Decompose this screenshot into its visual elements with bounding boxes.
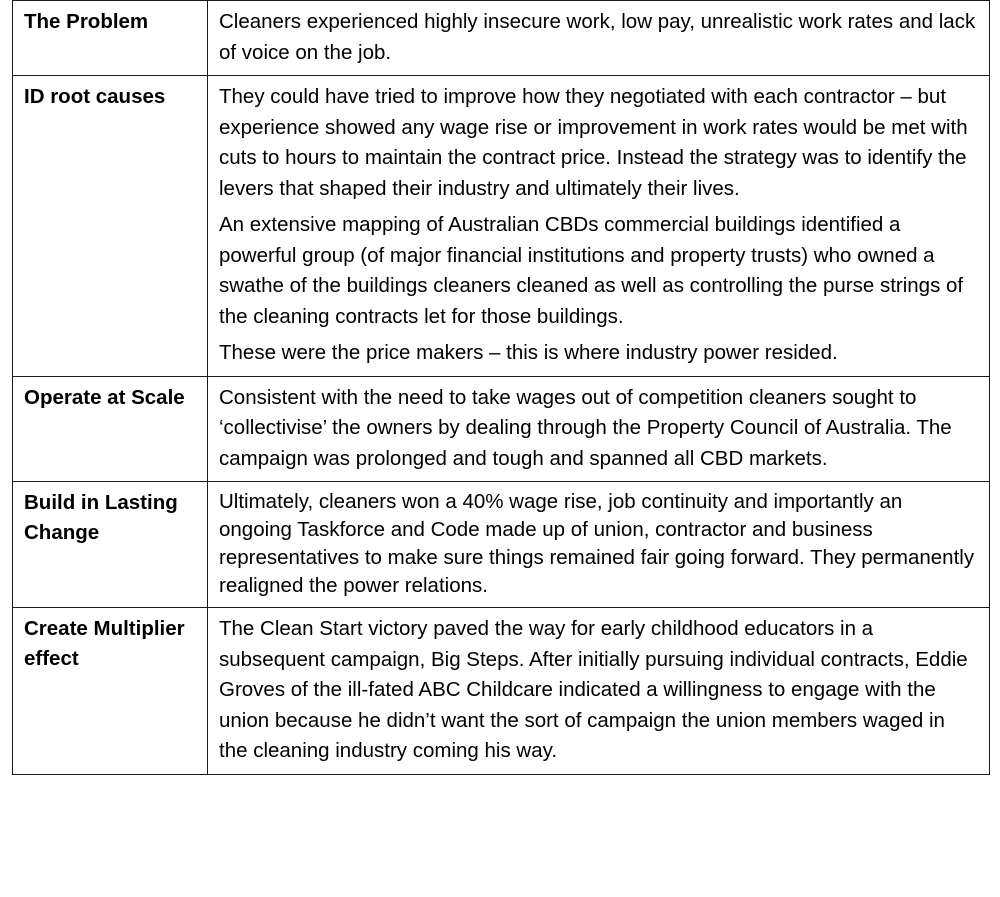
row-label-operate-at-scale: Operate at Scale	[13, 376, 208, 482]
table-row-operate-at-scale	[13, 376, 990, 482]
table-row-root-causes	[13, 76, 990, 377]
row-paragraph: These were the price makers – this is where industry power resided.	[219, 341, 838, 364]
table-row-multiplier-effect	[13, 608, 990, 775]
row-paragraph: The Clean Start victory paved the way for early childhood educators in a subsequent campaign, Big Steps. After initially pursuing individual contracts, Eddie Groves of the ill-fated ABC Childcare indicated a willingness to engage with the union because he didn’t want the sort of campaign the union members waged in the cleaning industry coming his way.	[219, 617, 968, 762]
row-label-multiplier-effect: Create Multiplier effect	[13, 608, 208, 775]
row-label-root-causes: ID root causes	[13, 76, 208, 377]
table-row-build-lasting-change	[13, 482, 990, 608]
strategy-table	[12, 0, 990, 775]
row-content-root-causes	[208, 76, 990, 377]
row-paragraph: They could have tried to improve how they negotiated with each contractor – but experience showed any wage rise or improvement in work rates would be met with cuts to hours to maintain the contract price. Instead the strategy was to identify the levers that shaped their industry and ultimately their lives.	[219, 85, 968, 200]
row-label-build-lasting-change: Build in Lasting Change	[13, 482, 208, 608]
row-content-operate-at-scale	[208, 376, 990, 482]
row-paragraph: Ultimately, cleaners won a 40% wage rise, job continuity and importantly an ongoing Taskforce and Code made up of union, contractor and business representatives to make sure things remained fair going forward. They permanently realigned the power relations.	[219, 490, 975, 597]
row-paragraph: Cleaners experienced highly insecure work, low pay, unrealistic work rates and lack of voice on the job.	[219, 10, 976, 64]
row-label-problem: The Problem	[13, 1, 208, 76]
table-row-problem	[13, 1, 990, 76]
row-content-problem	[208, 1, 990, 76]
row-paragraph: Consistent with the need to take wages out of competition cleaners sought to ‘collectivise’ the owners by dealing through the Property Council of Australia. The campaign was prolonged and tough and spanned all CBD markets.	[219, 385, 952, 470]
row-content-build-lasting-change	[208, 482, 990, 608]
row-content-multiplier-effect	[208, 608, 990, 775]
row-paragraph: An extensive mapping of Australian CBDs commercial buildings identified a powerful group (of major financial institutions and property trusts) who owned a swathe of the buildings cleaners cleaned as well as controlling the purse strings of the cleaning contracts let for those buildings.	[219, 213, 964, 328]
